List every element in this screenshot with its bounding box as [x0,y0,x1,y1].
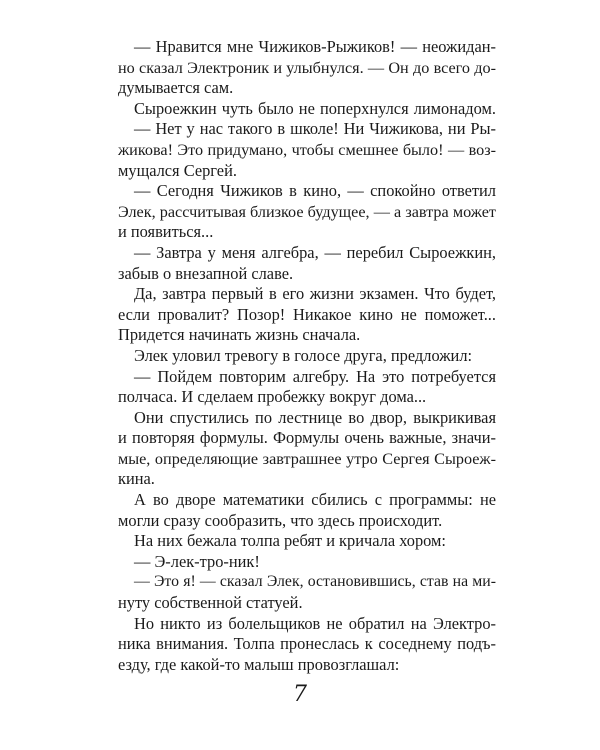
text-line: — Нравится мне Чижиков-Рыжиков! — неожидан- [134,37,496,56]
text-line: могли сразу сообразить, что здесь происходит. [118,510,443,530]
text-line: ника внимания. Толпа пронеслась к соседнему подъ- [118,634,496,654]
text-line: Элек, рассчитывая близкое будущее, — а завтра может [118,202,496,221]
text-line: Они спустились по лестнице во двор, выкрикивая [134,407,496,427]
text-line: полчаса. И сделаем пробежку вокруг дома... [118,387,427,407]
text-line: — Пойдем повторим алгебру. На это потребуется [134,366,496,386]
text-line: но сказал Электроник и улыбнулся. — Он до всего до- [118,58,496,77]
text-line: кина. [118,469,155,489]
text-line: если провалит? Позор! Никакое кино не поможет... [118,304,496,324]
text-line: езду, где какой-то малыш провозглашал: [118,654,400,674]
text-line: На них бежала толпа ребят и кричала хором: [134,531,446,551]
text-line: А во дворе математики сбились с программы: не [134,490,496,510]
text-line: — Завтра у меня алгебра, — перебил Сыроежкин, [134,242,496,262]
page-number: 7 [293,682,307,707]
text-line: Элек уловил тревогу в голосе друга, предложил: [134,345,473,365]
text-line: Придется начинать жизнь сначала. [118,325,361,345]
text-line: забыв о внезапной славе. [118,263,294,283]
text-line: Сыроежкин чуть было не поперхнулся лимонадом. [134,98,496,118]
text-line: — Нет у нас такого в школе! Ни Чижикова, ни Ры- [134,119,496,139]
body-text [118,37,496,675]
text-line: Да, завтра первый в его жизни экзамен. Что будет, [134,284,496,304]
text-line: жикова! Это придумано, чтобы смешнее было! — воз- [118,140,496,159]
text-line: нуту собственной статуей. [118,593,303,613]
text-line: — Э-лек-тро-ник! [134,551,260,571]
text-line: Но никто из болельщиков не обратил на Электро- [134,613,496,633]
text-line: мые, определяющие завтрашнее утро Сергея Сыроеж- [118,449,496,468]
text-line: мущался Сергей. [118,160,237,180]
text-line: — Это я! — сказал Элек, остановившись, став на ми- [134,573,496,591]
text-line: и повторяя формулы. Формулы очень важные, значи- [118,428,496,448]
text-line: думывается сам. [118,78,234,98]
text-line: и появиться... [118,222,214,242]
text-line: — Сегодня Чижиков в кино, — спокойно ответил [134,181,496,201]
